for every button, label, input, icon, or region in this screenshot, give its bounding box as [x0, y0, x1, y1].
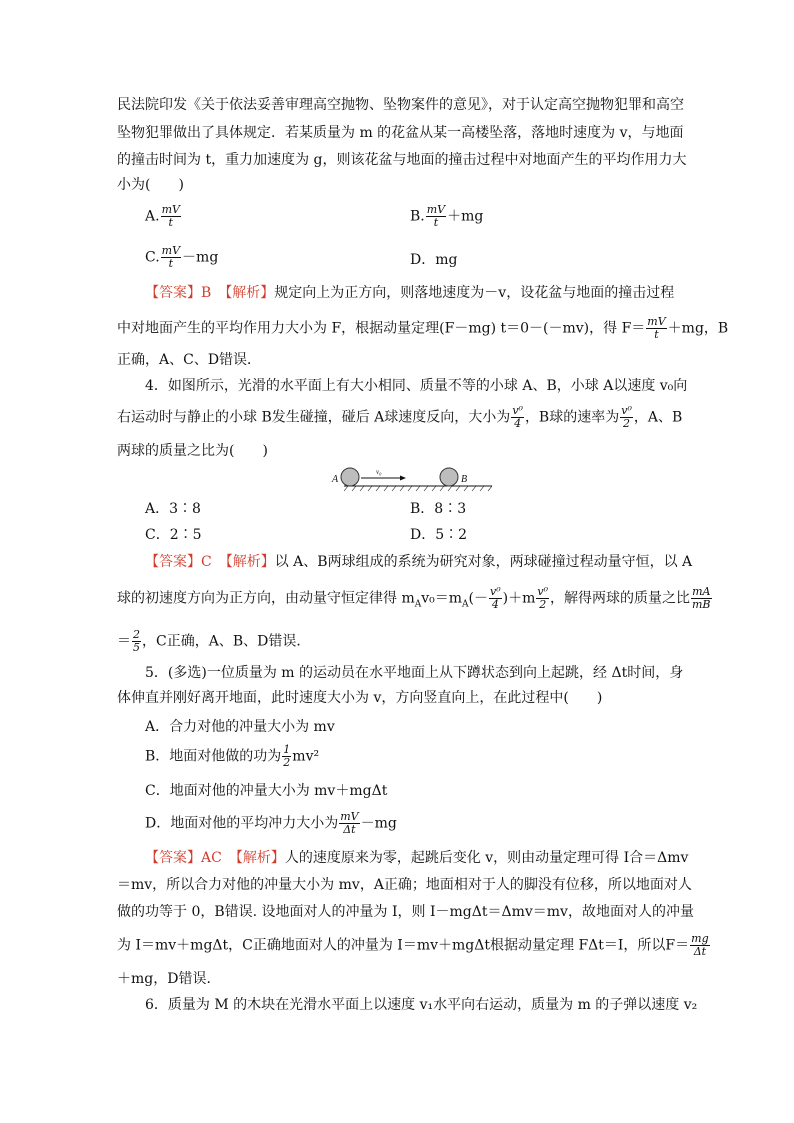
fraction-denominator: 5	[133, 641, 140, 654]
q3-line-2: 坠物犯罪做出了具体规定．若某质量为 m 的花盆从某一高楼坠落，落地时速度为 v，与地面	[117, 125, 684, 141]
q4-option-d: D．5∶2	[410, 527, 468, 543]
explanation-label: 【解析】	[225, 554, 275, 570]
q5-explanation-line-5: ＋mg，D错误．	[117, 971, 221, 987]
answer-label: 【答案】C	[145, 554, 212, 570]
q4-option-a: A．3∶8	[145, 501, 201, 517]
q3-line-3: 的撞击时间为 t，重力加速度为 g，则该花盆与地面的撞击过程中对地面产生的平均作用力大	[117, 152, 687, 168]
q3-option-a-letter: A.	[145, 208, 160, 225]
q5-option-b	[145, 744, 319, 769]
q4-line-2b: ，B球的速率为	[524, 409, 620, 426]
q5-option-a: A．合力对他的冲量大小为 mv	[145, 719, 335, 735]
q3-option-b-fraction	[426, 204, 446, 229]
velocity-label: v₀	[376, 468, 382, 476]
q3-explanation-line-3: 正确，A、C、D错误．	[117, 352, 262, 368]
fraction-denominator: t	[168, 257, 174, 270]
q5-explanation-line-2: ＝mv，所以合力对他的冲量大小为 mv，A正确；地面相对于人的脚没有位移，所以地面对人	[117, 877, 692, 893]
explanation-label: 【解析】	[225, 285, 275, 301]
q3-explanation-1: 规定向上为正方向，则落地速度为－v，设花盆与地面的撞击过程	[274, 285, 675, 301]
q4-line-2	[117, 405, 682, 430]
answer-label: 【答案】AC	[145, 850, 222, 866]
q4-explanation-3a: ＝	[117, 633, 131, 650]
q5-explanation-line-4	[117, 933, 711, 958]
q5-option-c: C．地面对他的冲量大小为 mv＋mgΔt	[145, 783, 388, 799]
fraction-numerator: mA	[692, 585, 711, 598]
q4-explanation-line-2: 球的初速度方向为正方向，由动量守恒定律得 $m_Av_0=m_A(-$ $\frac{\text{v⁰}}{4}$ )＋m $\frac{\text{v⁰}}{2}$ ，解得两球的质量之比 $\frac{mA}{mB}$	[117, 585, 711, 611]
fraction-denominator: 4	[491, 598, 499, 611]
fraction-denominator: 2	[283, 756, 291, 769]
q4-explanation-2b: v₀＝m	[421, 590, 463, 607]
fraction-numerator: mV	[426, 203, 446, 216]
fraction-denominator: t	[433, 216, 439, 229]
q4-answer-line	[145, 553, 692, 571]
fraction-numerator: 2	[133, 628, 140, 641]
fraction-denominator: mB	[692, 598, 711, 611]
ball-b-label: B	[461, 474, 468, 485]
q3-answer-line	[145, 284, 674, 302]
fraction-numerator: v⁰	[512, 404, 523, 417]
q3-option-a	[145, 204, 182, 229]
q3-option-c	[145, 245, 218, 270]
fraction-denominator: 4	[514, 417, 522, 430]
explanation-label: 【解析】	[235, 850, 285, 866]
fraction-numerator: v⁰	[621, 404, 632, 417]
ground-hatching	[344, 486, 492, 491]
q3-line-4: 小为( )	[117, 177, 184, 193]
fraction-numerator: 1	[283, 743, 291, 756]
ball-b	[440, 468, 458, 486]
velocity-arrowhead	[400, 476, 406, 481]
q3-explanation-2a: 中对地面产生的平均作用力大小为 F，根据动量定理(F－mg) t＝0－(－mv)，得 F＝	[117, 320, 646, 337]
collision-diagram	[330, 466, 492, 494]
q4-fraction-1	[511, 405, 524, 430]
fraction-numerator: mV	[340, 810, 359, 823]
q5-option-b-text: B．地面对他做的功为	[145, 748, 282, 765]
q5-explanation-4a: 为 I＝mv＋mgΔt，C正确地面对人的冲量为 I＝mv＋mgΔt根据动量定理 FΔt＝I，所以F＝	[117, 937, 690, 954]
q4-line-1: 4．如图所示，光滑的水平面上有大小相同、质量不等的小球 A、B，小球 A以速度 v₀向	[145, 378, 688, 394]
fraction-numerator: v⁰	[490, 585, 501, 598]
fraction-numerator: mV	[161, 203, 180, 216]
q3-option-d: D．mg	[410, 252, 458, 268]
q4-explanation-2e: ，解得两球的质量之比	[550, 590, 690, 607]
fraction-numerator: v⁰	[537, 585, 548, 598]
fraction-denominator: 2	[539, 598, 547, 611]
q3-option-c-tail: －mg	[182, 249, 219, 266]
answer-label: 【答案】B	[145, 285, 212, 301]
fraction-denominator: Δt	[343, 823, 356, 836]
q5-explanation-fraction	[690, 933, 709, 958]
q3-option-b	[410, 204, 483, 229]
q3-option-c-fraction	[161, 245, 181, 270]
q5-explanation-line-3: 做的功等于 0，B错误. 设地面对人的冲量为 I，则 I－mgΔt＝Δmv＝mv，故地面对人的冲量	[117, 904, 694, 920]
q3-option-b-tail: ＋mg	[447, 208, 484, 225]
fraction-denominator: t	[654, 328, 659, 341]
q4-explanation-2a: 球的初速度方向为正方向，由动量守恒定律得 m	[117, 590, 415, 607]
q5-option-b-fraction	[282, 744, 291, 769]
q5-answer-line	[145, 849, 688, 867]
q5-option-b-tail: mv²	[292, 748, 320, 765]
fraction-denominator: t	[168, 216, 173, 229]
q4-explanation-line-3	[117, 629, 310, 654]
q4-explanation-1: 以 A、B两球组成的系统为研究对象，两球碰撞过程动量守恒，以 A	[274, 554, 693, 570]
q3-explanation-line-2	[117, 316, 728, 341]
q4-result-fraction	[132, 629, 141, 654]
q5-explanation-1: 人的速度原来为零，起跳后变化 v，则由动量定理可得 I合＝Δmv	[284, 850, 689, 866]
q3-option-a-fraction	[161, 204, 181, 229]
q4-mass-ratio-fraction	[691, 586, 712, 611]
q5-line-2: 体伸直并刚好离开地面，此时速度大小为 v，方向竖直向上，在此过程中( )	[117, 690, 603, 706]
q5-line-1: 5．(多选)一位质量为 m 的运动员在水平地面上从下蹲状态到向上起跳，经 Δt时间，身	[145, 665, 684, 681]
q3-option-c-letter: C.	[145, 249, 160, 266]
fraction-numerator: mg	[691, 932, 709, 945]
q4-line-3: 两球的质量之比为( )	[117, 443, 268, 459]
ball-a-label: A	[332, 474, 339, 485]
q5-option-d-fraction	[339, 811, 359, 836]
fraction-denominator: 2	[623, 417, 631, 430]
q4-explanation-3b: ，C正确，A、B、D错误．	[142, 633, 311, 650]
q5-option-d-text: D．地面对他的平均冲力大小为	[145, 815, 339, 832]
q4-explanation-2d: )＋m	[502, 590, 536, 607]
q4-option-c: C．2∶5	[145, 527, 202, 543]
fraction-numerator: mV	[647, 315, 666, 328]
q3-explanation-fraction	[646, 316, 666, 341]
q3-line-1: 民法院印发《关于依法妥善审理高空抛物、坠物案件的意见》，对于认定高空抛物犯罪和高空	[117, 97, 684, 113]
q4-fraction-2	[620, 405, 633, 430]
fraction-numerator: mV	[161, 244, 181, 257]
q4-option-b: B．8∶3	[410, 501, 467, 517]
q4-explanation-fraction-2	[536, 586, 549, 611]
ball-a	[341, 468, 359, 486]
q4-line-2a: 右运动时与静止的小球 B发生碰撞，碰后 A球速度反向，大小为	[117, 409, 511, 426]
q4-explanation-fraction-1	[489, 586, 502, 611]
q6-line-1: 6．质量为 M 的木块在光滑水平面上以速度 v₁水平向右运动，质量为 m 的子弹以速度 v₂	[145, 997, 698, 1013]
fraction-denominator: Δt	[693, 945, 707, 958]
q4-line-2c: ，A、B	[633, 409, 683, 426]
q3-option-b-letter: B.	[410, 208, 425, 225]
q3-explanation-2b: ＋mg，B	[667, 320, 729, 337]
q4-explanation-2c: (－	[468, 590, 488, 607]
q5-option-d-tail: －mg	[360, 815, 397, 832]
q5-option-d	[145, 811, 397, 836]
